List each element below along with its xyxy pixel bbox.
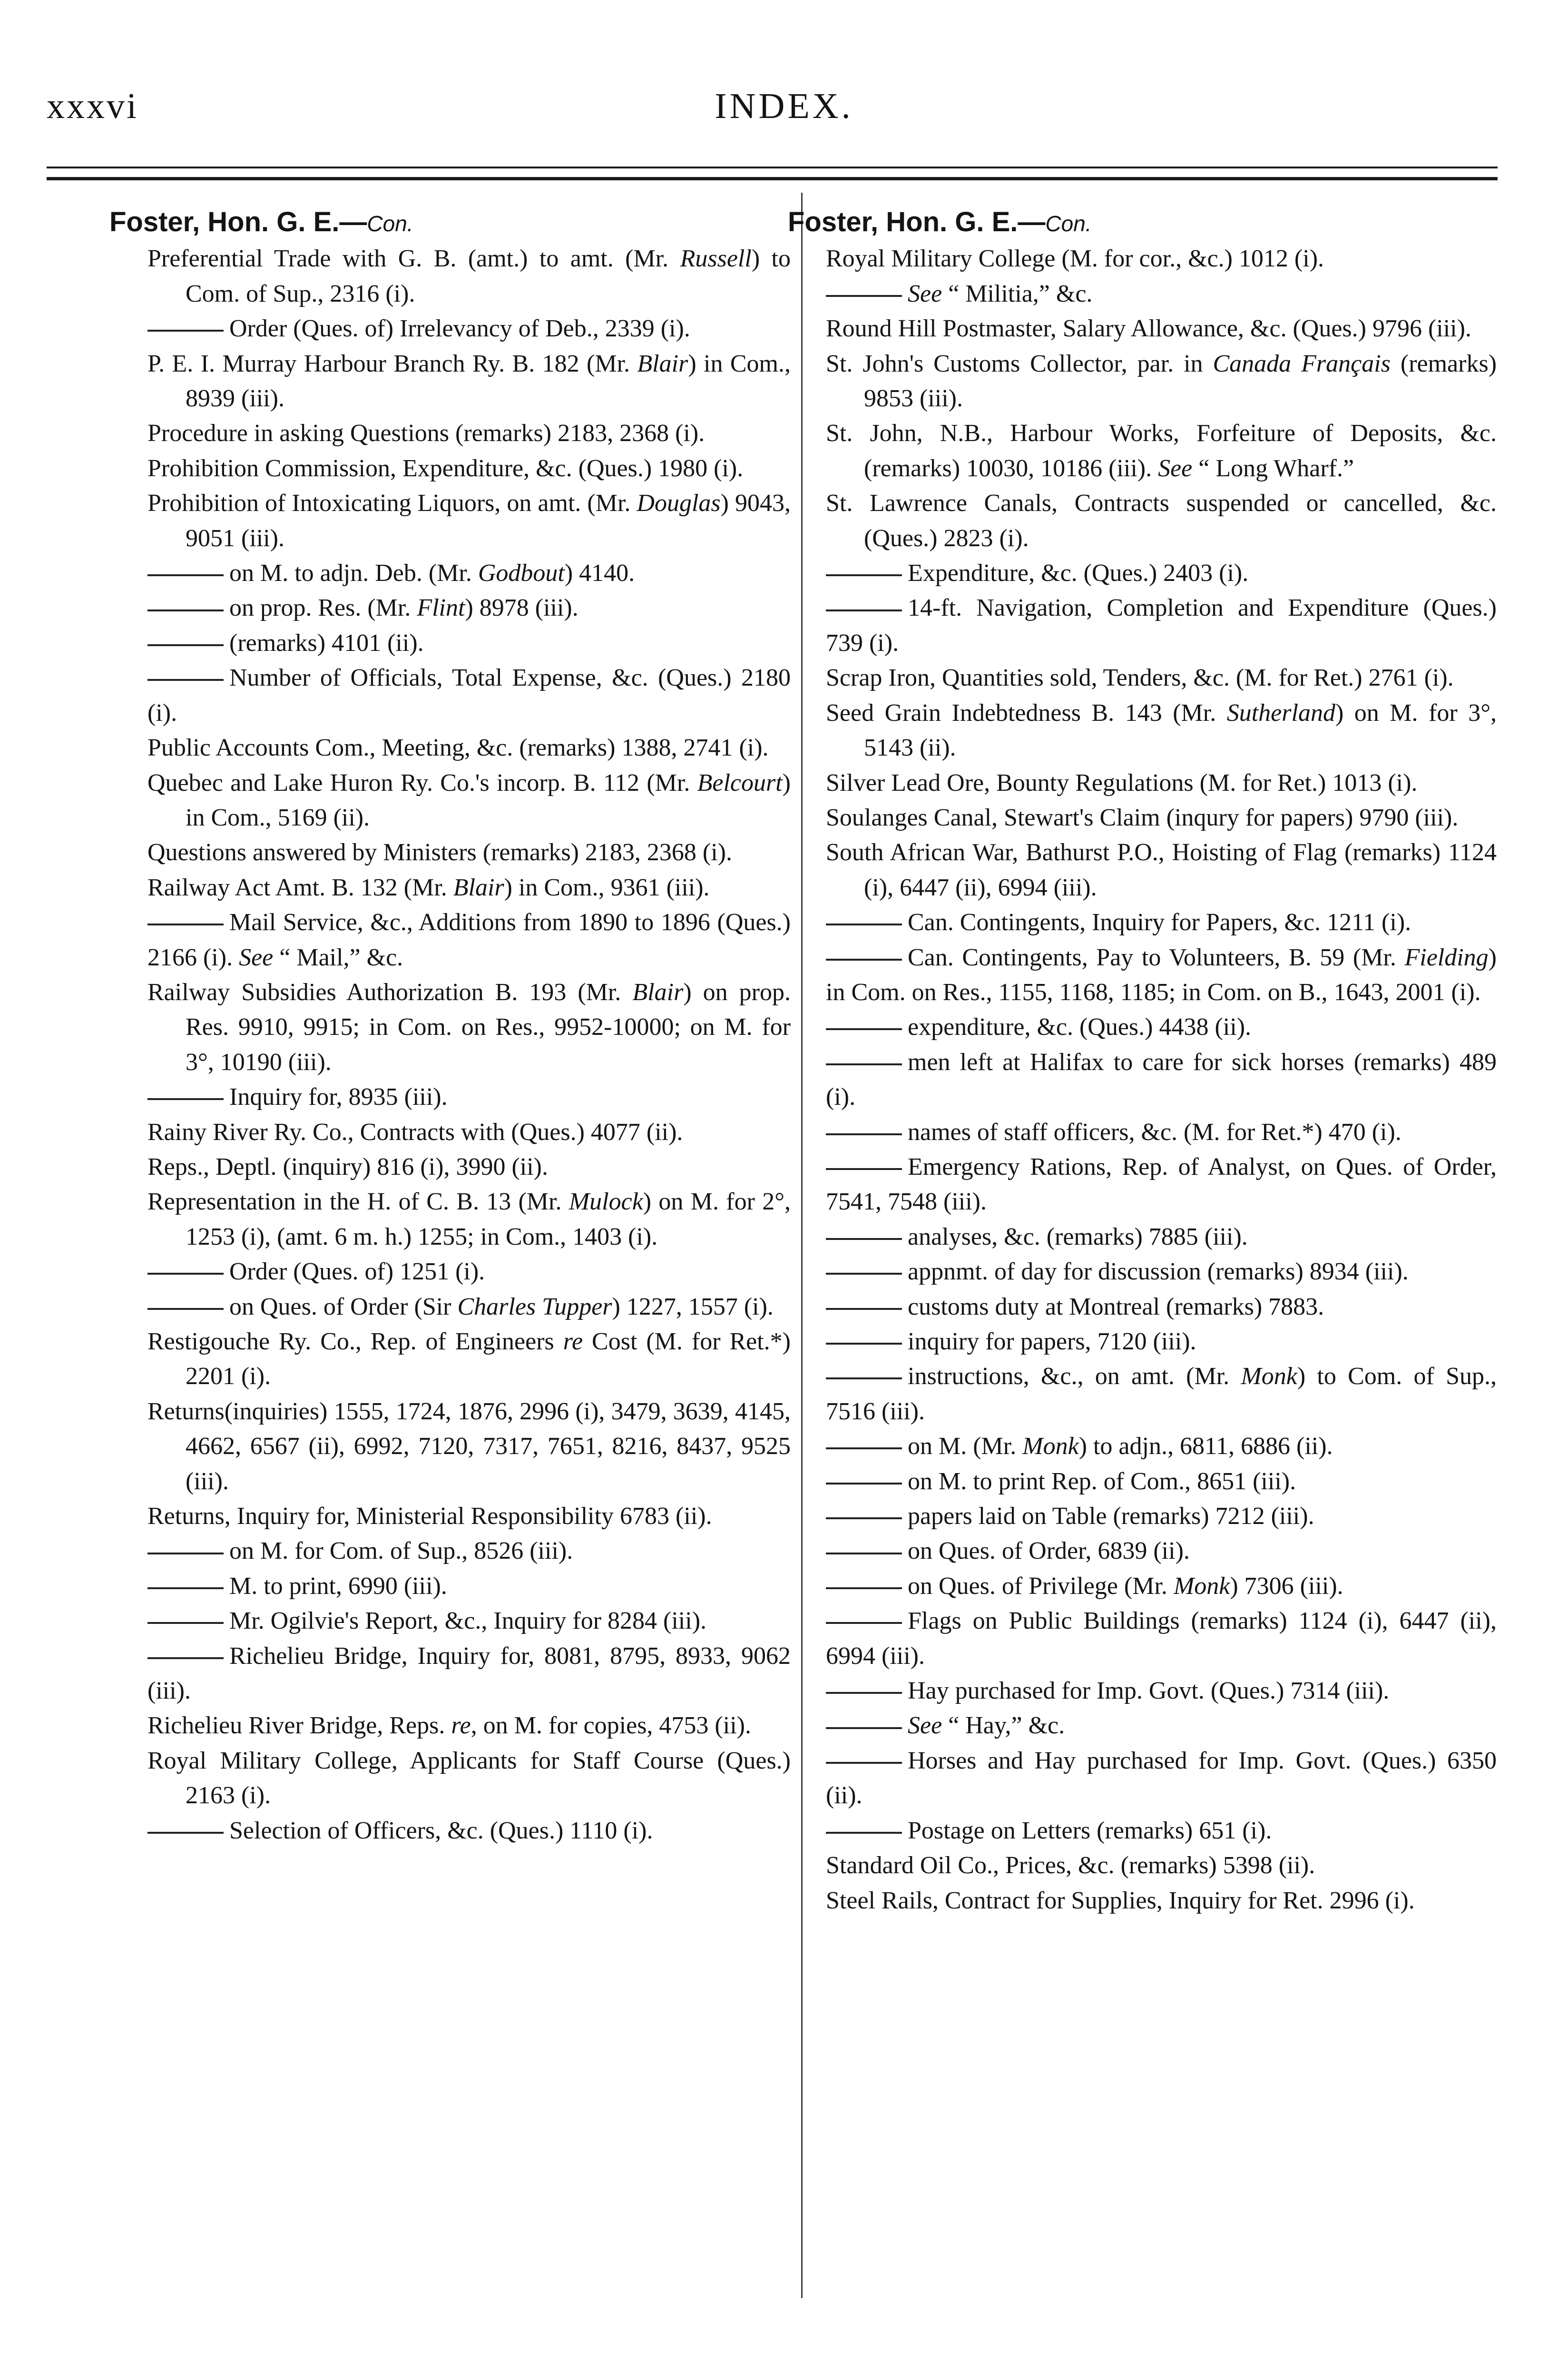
index-entry: men left at Halifax to care for sick horses (remarks) 489 (i). [826,1048,1497,1111]
heading-continued: Con. [1045,211,1092,236]
index-entry: P. E. I. Murray Harbour Branch Ry. B. 182 (Mr. Blair) in Com., 8939 (iii). [147,350,791,413]
index-entry: Selection of Officers, &c. (Ques.) 1110 (i). [147,1813,791,1848]
index-entry: Can. Contingents, Inquiry for Papers, &c. 1211 (i). [826,905,1497,940]
index-entry: Public Accounts Com., Meeting, &c. (remarks) 1388, 2741 (i). [147,734,769,762]
index-entry: Quebec and Lake Huron Ry. Co.'s incorp. B. 112 (Mr. Belcourt) in Com., 5169 (ii). [147,769,791,831]
index-entry: on M. (Mr. Monk) to adjn., 6811, 6886 (ii). [826,1429,1497,1464]
index-entry: Round Hill Postmaster, Salary Allowance, &c. (Ques.) 9796 (iii). [826,315,1471,343]
heading-name: Foster, Hon. G. E.— [788,206,1046,237]
index-entry: Returns, Inquiry for, Ministerial Responsibility 6783 (ii). [147,1503,712,1530]
index-entry: Scrap Iron, Quantities sold, Tenders, &c. (M. for Ret.) 2761 (i). [826,664,1454,692]
index-entry: 14-ft. Navigation, Completion and Expenditure (Ques.) 739 (i). [826,594,1497,657]
index-entry: Postage on Letters (remarks) 651 (i). [826,1813,1497,1848]
page-number: xxxvi [47,86,139,126]
index-entry: Representation in the H. of C. B. 13 (Mr. Mulock) on M. for 2°, 1253 (i), (amt. 6 m. h.) 1255; in Com., 1403 (i). [147,1188,791,1250]
index-entry: Railway Act Amt. B. 132 (Mr. Blair) in Com., 9361 (iii). [147,874,710,901]
index-entry: Inquiry for, 8935 (iii). [147,1080,791,1114]
index-entry: on M. to print Rep. of Com., 8651 (iii). [826,1464,1497,1499]
index-entry: appnmt. of day for discussion (remarks) 8934 (iii). [826,1254,1497,1289]
index-entry: Order (Ques. of) 1251 (i). [147,1254,791,1289]
index-entry: Reps., Deptl. (inquiry) 816 (i), 3990 (ii). [147,1153,548,1180]
index-entry: (remarks) 4101 (ii). [147,626,791,660]
index-entry: on M. to adjn. Deb. (Mr. Godbout) 4140. [147,556,791,590]
index-entry: Royal Military College, Applicants for Staff Course (Ques.) 2163 (i). [147,1747,791,1809]
entry-list [826,241,1497,1918]
index-entry: Silver Lead Ore, Bounty Regulations (M. for Ret.) 1013 (i). [826,769,1418,796]
index-entry: Prohibition of Intoxicating Liquors, on amt. (Mr. Douglas) 9043, 9051 (iii). [147,490,791,552]
index-entry: Richelieu River Bridge, Reps. re, on M. for copies, 4753 (ii). [147,1712,751,1740]
index-column-right [788,205,1497,1918]
index-entry: Number of Officials, Total Expense, &c. (Ques.) 2180 (i). [147,664,791,727]
index-entry: Procedure in asking Questions (remarks) 2183, 2368 (i). [147,420,705,447]
index-entry: Can. Contingents, Pay to Volunteers, B. 59 (Mr. Fielding) in Com. on Res., 1155, 1168, 1185; in Com. on B., 1643, 2001 (i). [826,944,1497,1006]
index-entry: Rainy River Ry. Co., Contracts with (Ques.) 4077 (ii). [147,1118,683,1146]
index-entry: Richelieu Bridge, Inquiry for, 8081, 8795, 8933, 9062 (iii). [147,1642,791,1705]
index-entry: St. John's Customs Collector, par. in Canada Français (remarks) 9853 (iii). [826,350,1497,413]
index-entry: St. John, N.B., Harbour Works, Forfeiture of Deposits, &c. (remarks) 10030, 10186 (iii). See “ Long Wharf.” [826,420,1497,482]
index-entry: St. Lawrence Canals, Contracts suspended or cancelled, &c. (Ques.) 2823 (i). [826,490,1497,552]
index-entry: names of staff officers, &c. (M. for Ret.*) 470 (i). [826,1115,1497,1150]
index-entry: M. to print, 6990 (iii). [147,1569,791,1603]
index-entry: on prop. Res. (Mr. Flint) 8978 (iii). [147,590,791,625]
column-heading [109,205,791,241]
index-entry: analyses, &c. (remarks) 7885 (iii). [826,1219,1497,1254]
index-entry: Railway Subsidies Authorization B. 193 (Mr. Blair) on prop. Res. 9910, 9915; in Com. on Res., 9952-10000; on M. for 3°, 10190 (iii). [147,978,791,1076]
index-entry: Standard Oil Co., Prices, &c. (remarks) 5398 (ii). [826,1852,1315,1879]
index-entry: Expenditure, &c. (Ques.) 2403 (i). [826,556,1497,590]
entry-list [147,241,791,1848]
index-entry: Horses and Hay purchased for Imp. Govt. (Ques.) 6350 (ii). [826,1747,1497,1809]
index-entry: Hay purchased for Imp. Govt. (Ques.) 7314 (iii). [826,1673,1497,1708]
header-rule-thin [47,167,1498,168]
index-entry: instructions, &c., on amt. (Mr. Monk) to Com. of Sup., 7516 (iii). [826,1363,1497,1425]
index-column-left [109,205,791,1848]
index-entry: on Ques. of Order, 6839 (ii). [826,1534,1497,1568]
index-entry: Order (Ques. of) Irrelevancy of Deb., 2339 (i). [147,311,791,346]
page-title: INDEX. [715,86,853,126]
index-entry: Flags on Public Buildings (remarks) 1124 (i), 6447 (ii), 6994 (iii). [826,1607,1497,1670]
index-entry: inquiry for papers, 7120 (iii). [826,1324,1497,1359]
heading-continued: Con. [367,211,413,236]
index-entry: papers laid on Table (remarks) 7212 (iii). [826,1499,1497,1534]
index-entry: See “ Hay,” &c. [826,1708,1497,1743]
heading-name: Foster, Hon. G. E.— [109,206,367,237]
index-entry: Prohibition Commission, Expenditure, &c. (Ques.) 1980 (i). [147,454,744,482]
index-entry: on M. for Com. of Sup., 8526 (iii). [147,1534,791,1568]
index-entry: Steel Rails, Contract for Supplies, Inquiry for Ret. 2996 (i). [826,1887,1415,1914]
index-entry: Preferential Trade with G. B. (amt.) to amt. (Mr. Russell) to Com. of Sup., 2316 (i). [147,245,791,307]
index-entry: Restigouche Ry. Co., Rep. of Engineers re Cost (M. for Ret.*) 2201 (i). [147,1328,791,1390]
column-heading [788,205,1497,241]
index-entry: expenditure, &c. (Ques.) 4438 (ii). [826,1010,1497,1044]
page-header [0,0,1568,157]
header-rule-thick [47,177,1498,180]
index-entry: Emergency Rations, Rep. of Analyst, on Ques. of Order, 7541, 7548 (iii). [826,1153,1497,1216]
index-entry: Royal Military College (M. for cor., &c.) 1012 (i). [826,245,1324,273]
index-entry: on Ques. of Order (Sir Charles Tupper) 1227, 1557 (i). [147,1289,791,1324]
index-entry: Seed Grain Indebtedness B. 143 (Mr. Sutherland) on M. for 3°, 5143 (ii). [826,699,1497,762]
index-entry: Questions answered by Ministers (remarks) 2183, 2368 (i). [147,839,732,866]
index-entry: Returns(inquiries) 1555, 1724, 1876, 2996 (i), 3479, 3639, 4145, 4662, 6567 (ii), 6992, 7120, 7317, 7651, 8216, 8437, 9525 (iii). [147,1397,791,1495]
index-entry: customs duty at Montreal (remarks) 7883. [826,1289,1497,1324]
index-entry: See “ Militia,” &c. [826,276,1497,311]
index-entry: on Ques. of Privilege (Mr. Monk) 7306 (iii). [826,1569,1497,1603]
index-entry: Mail Service, &c., Additions from 1890 to 1896 (Ques.) 2166 (i). See “ Mail,” &c. [147,909,791,971]
index-entry: Mr. Ogilvie's Report, &c., Inquiry for 8284 (iii). [147,1603,791,1638]
index-entry: South African War, Bathurst P.O., Hoisting of Flag (remarks) 1124 (i), 6447 (ii), 6994 (iii). [826,839,1497,901]
column-divider [801,193,803,2298]
index-entry: Soulanges Canal, Stewart's Claim (inqury for papers) 9790 (iii). [826,804,1459,831]
